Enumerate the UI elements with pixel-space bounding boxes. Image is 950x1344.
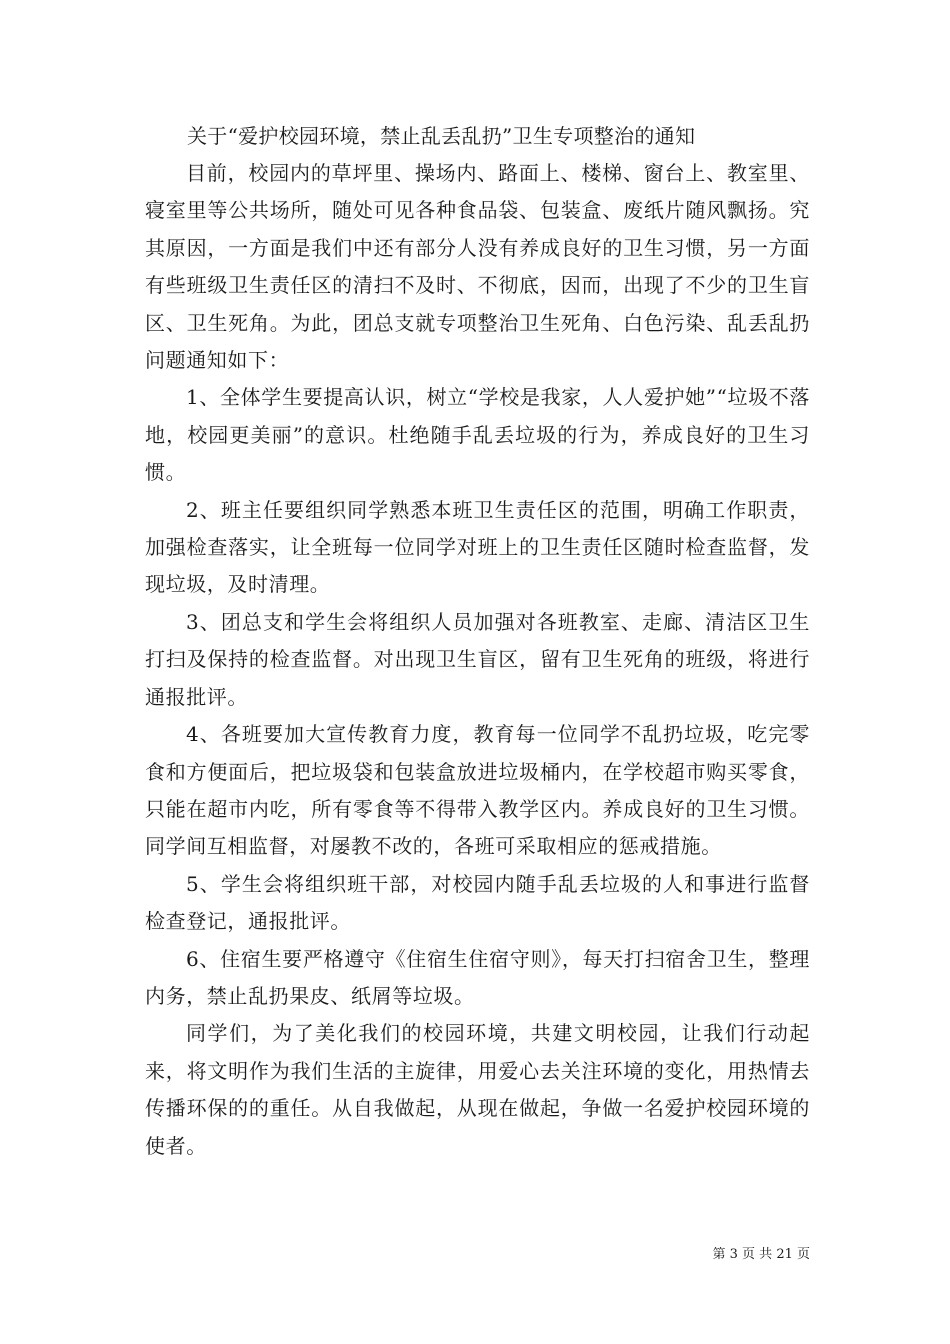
document-body [145, 118, 810, 1165]
paragraph-item-4: 4、各班要加大宣传教育力度，教育每一位同学不乱扔垃圾，吃完零食和方便面后，把垃圾袋和包装盒放进垃圾桶内，在学校超市购买零食，只能在超市内吃，所有零食等不得带入教学区内。养成良好的卫生习惯。同学间互相监督，对屡教不改的，各班可采取相应的惩戒措施。 [145, 722, 810, 859]
paragraph-item-6: 6、住宿生要严格遵守《住宿生住宿守则》，每天打扫宿舍卫生，整理内务，禁止乱扔果皮、纸屑等垃圾。 [145, 946, 810, 1008]
paragraph-item-3: 3、团总支和学生会将组织人员加强对各班教室、走廊、清洁区卫生打扫及保持的检查监督。对出现卫生盲区，留有卫生死角的班级，将进行通报批评。 [145, 609, 810, 709]
paragraph-closing: 同学们，为了美化我们的校园环境，共建文明校园，让我们行动起来，将文明作为我们生活的主旋律，用爱心去关注环境的变化，用热情去传播环保的的重任。从自我做起，从现在做起，争做一名爱护校园环境的使者。 [145, 1021, 810, 1158]
paragraph-item-5: 5、学生会将组织班干部，对校园内随手乱丢垃圾的人和事进行监督检查登记，通报批评。 [145, 871, 810, 934]
page-number: 第 3 页 共 21 页 [712, 1247, 810, 1262]
paragraph-item-1: 1、全体学生要提高认识，树立“学校是我家，人人爱护她”“垃圾不落地，校园更美丽”的意识。杜绝随手乱丢垃圾的行为，养成良好的卫生习惯。 [145, 385, 810, 485]
paragraph-intro: 目前，校园内的草坪里、操场内、路面上、楼梯、窗台上、教室里、寝室里等公共场所，随处可见各种食品袋、包装盒、废纸片随风飘扬。究其原因，一方面是我们中还有部分人没有养成良好的卫生习惯，另一方面有些班级卫生责任区的清扫不及时、不彻底，因而，出现了不少的卫生盲区、卫生死角。为此，团总支就专项整治卫生死角、白色污染、乱丢乱扔问题通知如下： [145, 161, 810, 373]
paragraph-item-2: 2、班主任要组织同学熟悉本班卫生责任区的范围，明确工作职责，加强检查落实，让全班每一位同学对班上的卫生责任区随时检查监督，发现垃圾，及时清理。 [145, 497, 810, 597]
document-title: 关于“爱护校园环境，禁止乱丢乱扔”卫生专项整治的通知 [187, 124, 696, 148]
